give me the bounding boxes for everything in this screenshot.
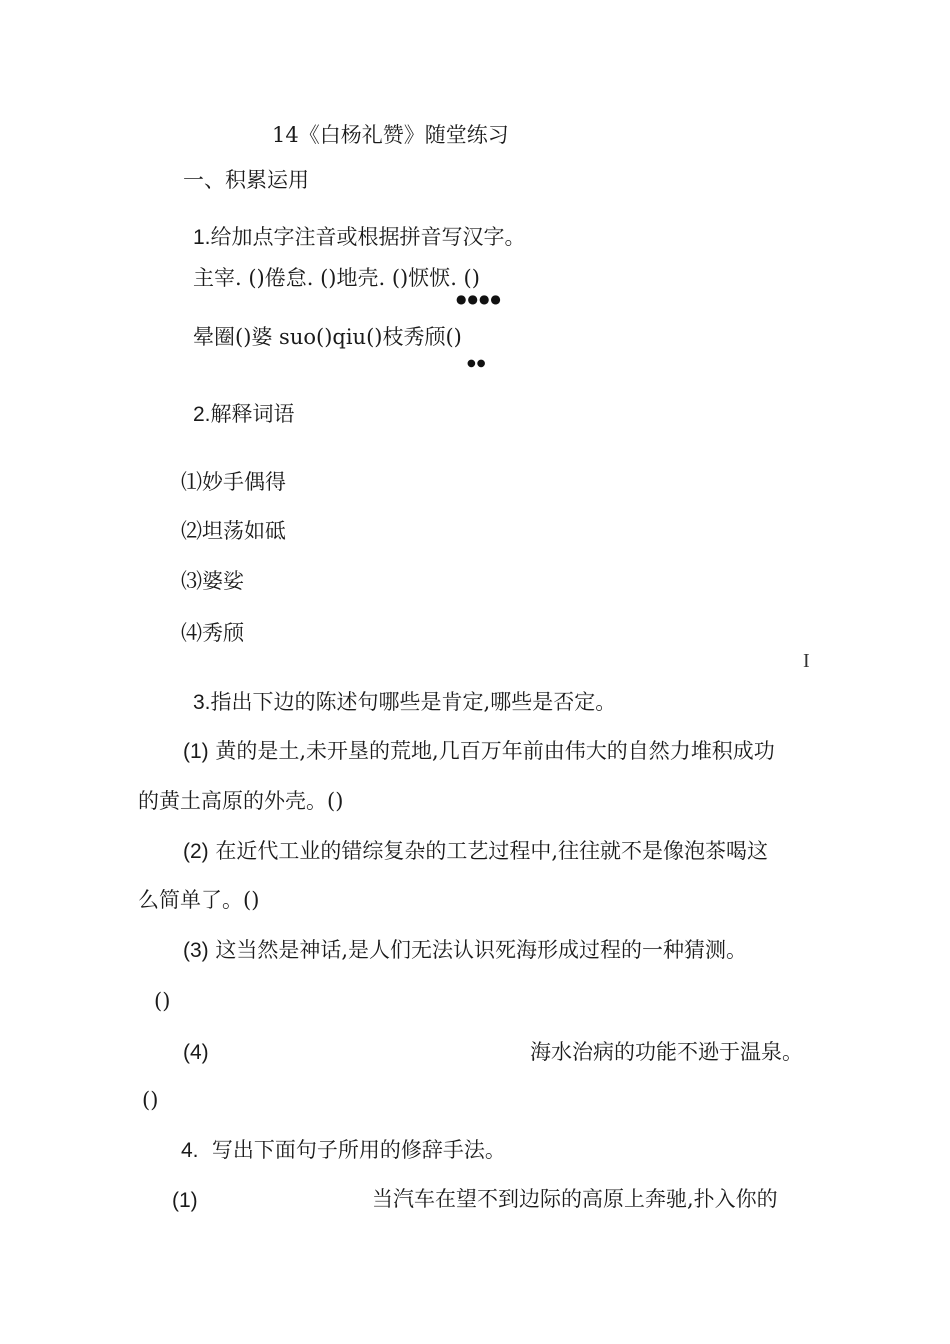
question-3-prompt: 指出下边的陈述句哪些是肯定,哪些是否定。	[210, 690, 617, 714]
statement-1-line-1	[183, 741, 775, 762]
question-1-prompt: 给加点字注音或根据拼音写汉字。	[210, 225, 526, 249]
question-2	[193, 404, 295, 425]
question-4	[181, 1140, 506, 1161]
statement-3-line-1	[183, 940, 747, 961]
question-2-number: 2.	[193, 403, 211, 426]
statement-3-text: 这当然是神话,是人们无法认识死海形成过程的一种猜测。	[215, 938, 748, 962]
text-cursor-icon: I	[803, 650, 810, 672]
question-4-number: 4.	[181, 1139, 199, 1162]
emphasis-dots-line-1: ●●●●	[456, 292, 502, 306]
question-1	[193, 227, 526, 248]
sentence-1-number: (1)	[172, 1189, 198, 1212]
document-title: 14《白杨礼赞》随堂练习	[272, 123, 509, 147]
statement-2-line-2: 么简单了。()	[138, 888, 260, 912]
term-item-3: ⑶婆娑	[181, 569, 244, 593]
question-2-prompt: 解释词语	[210, 402, 295, 426]
statement-2-text: 在近代工业的错综复杂的工艺过程中,往往就不是像泡茶喝这	[215, 839, 769, 863]
statement-4-line-2: ()	[142, 1088, 159, 1112]
question-1-number: 1.	[193, 226, 211, 249]
question-3-number: 3.	[193, 691, 211, 714]
statement-3-number: (3)	[183, 939, 209, 962]
statement-2-line-1	[183, 841, 768, 862]
statement-3-line-2: ()	[154, 989, 171, 1013]
statement-1-text: 黄的是土,未开垦的荒地,几百万年前由伟大的自然力堆积成功	[215, 739, 775, 763]
question-1-line-2: 晕圈()婆 suo()qiu()枝秀颀()	[193, 325, 462, 349]
statement-4-number: (4)	[183, 1041, 209, 1064]
statement-2-number: (2)	[183, 840, 209, 863]
statement-4-text: 海水治病的功能不逊于温泉。	[530, 1040, 803, 1064]
term-item-4: ⑷秀颀	[181, 621, 244, 645]
statement-1-line-2: 的黄土高原的外壳。()	[138, 789, 344, 813]
term-item-1: ⑴妙手偶得	[181, 470, 286, 494]
section-heading-accumulation: 一、积累运用	[183, 168, 309, 192]
statement-1-number: (1)	[183, 740, 209, 763]
emphasis-dots-line-2: ●●	[467, 358, 487, 369]
term-item-2: ⑵坦荡如砥	[181, 519, 286, 543]
question-1-line-1: 主宰. ()倦怠. ()地壳. ()恹恹. ()	[193, 266, 480, 290]
question-3	[193, 692, 616, 713]
sentence-1-text: 当汽车在望不到边际的高原上奔驰,扑入你的	[372, 1187, 778, 1211]
question-4-prompt: 写出下面句子所用的修辞手法。	[211, 1138, 506, 1162]
